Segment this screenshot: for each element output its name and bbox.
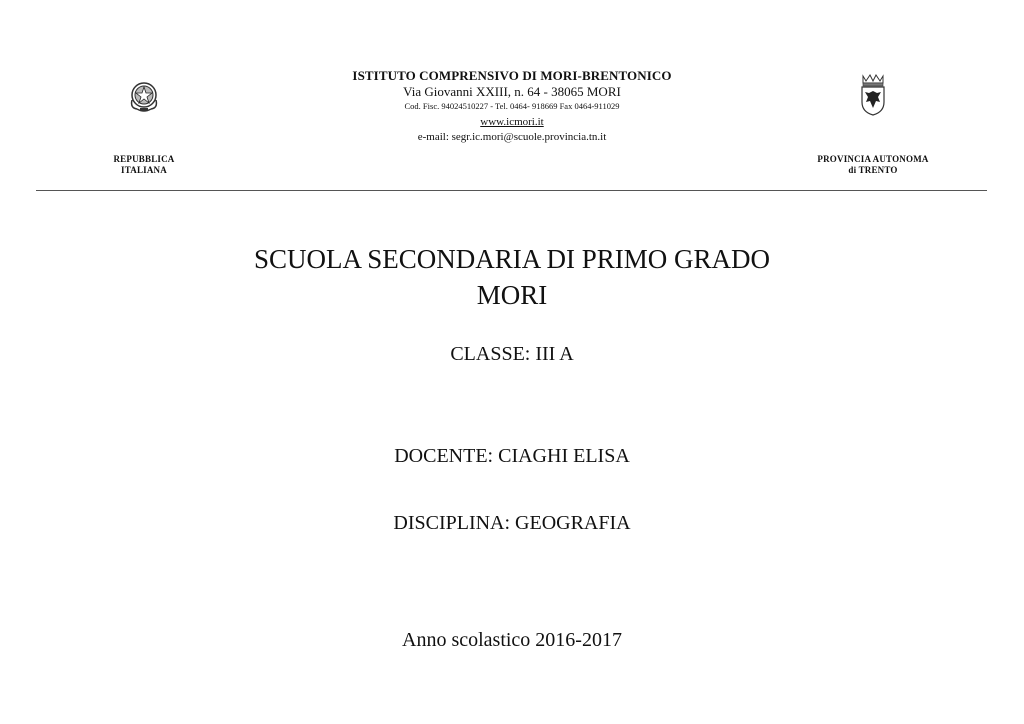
republic-label-line2: ITALIANA	[121, 165, 167, 175]
website-link[interactable]: www.icmori.it	[480, 116, 544, 128]
trento-province-crest-icon	[858, 72, 888, 116]
subject-label: DISCIPLINA: GEOGRAFIA	[393, 512, 631, 534]
class-label: CLASSE: III A	[450, 343, 574, 365]
province-label	[800, 154, 946, 176]
italian-republic-emblem-icon	[127, 78, 161, 114]
province-label-line1: PROVINCIA AUTONOMA	[817, 154, 929, 164]
republic-label	[94, 154, 194, 176]
school-town: MORI	[476, 280, 548, 310]
letterhead	[262, 68, 762, 144]
school-year-label: Anno scolastico 2016-2017	[402, 629, 622, 651]
institute-address: Via Giovanni XXIII, n. 64 - 38065 MORI	[403, 84, 621, 99]
institute-name: ISTITUTO COMPRENSIVO DI MORI-BRENTONICO	[352, 68, 672, 83]
province-label-line2: di TRENTO	[848, 165, 898, 175]
school-name: SCUOLA SECONDARIA DI PRIMO GRADO	[253, 244, 771, 274]
institute-email: e-mail: segr.ic.mori@scuole.provincia.tn.it	[417, 131, 607, 143]
republic-label-line1: REPUBBLICA	[113, 154, 175, 164]
header-divider	[36, 190, 987, 191]
teacher-label: DOCENTE: CIAGHI ELISA	[394, 445, 630, 467]
institute-codes: Cod. Fisc. 94024510227 - Tel. 0464- 918669 Fax 0464-911029	[404, 101, 620, 111]
